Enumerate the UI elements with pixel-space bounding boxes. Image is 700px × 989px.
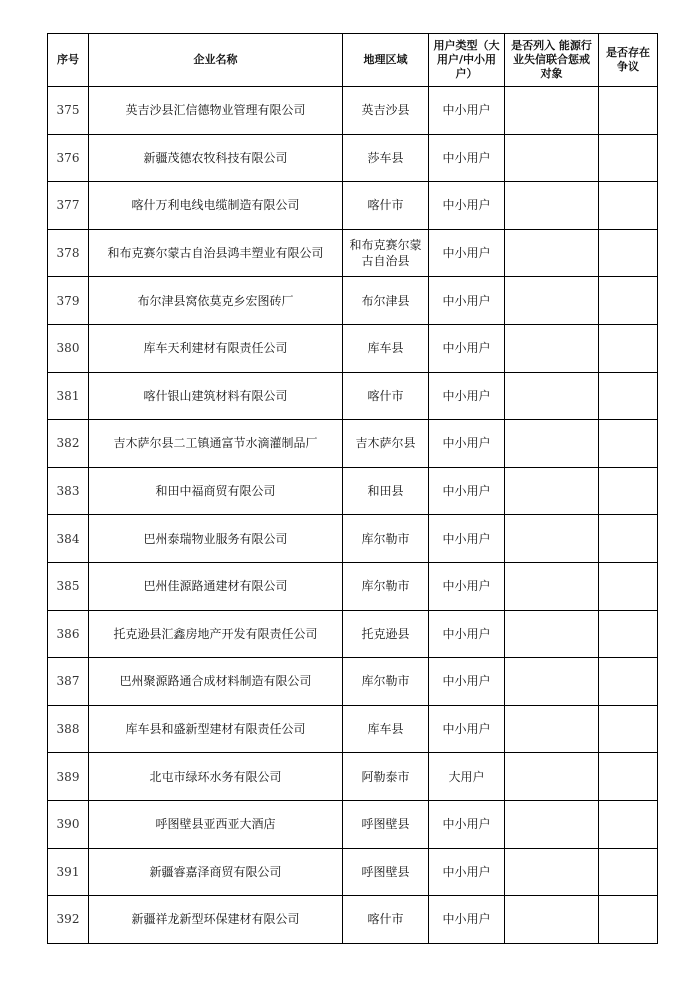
cell-company-name: 新疆睿嘉泽商贸有限公司: [89, 848, 343, 896]
table-row: [48, 420, 658, 468]
table-row: [48, 610, 658, 658]
cell-serial: 384: [48, 515, 89, 563]
cell-serial: 379: [48, 277, 89, 325]
cell-user-type: 中小用户: [429, 562, 505, 610]
cell-blacklisted: [505, 515, 599, 563]
cell-company-name: 英吉沙县汇信德物业管理有限公司: [89, 87, 343, 135]
cell-dispute: [599, 800, 658, 848]
cell-user-type: 中小用户: [429, 87, 505, 135]
cell-blacklisted: [505, 182, 599, 230]
cell-dispute: [599, 372, 658, 420]
cell-company-name: 巴州佳源路通建材有限公司: [89, 562, 343, 610]
table-row: [48, 800, 658, 848]
table-row: [48, 134, 658, 182]
cell-region: 库车县: [343, 705, 429, 753]
cell-serial: 387: [48, 658, 89, 706]
cell-dispute: [599, 896, 658, 944]
table-row: [48, 372, 658, 420]
cell-user-type: 中小用户: [429, 848, 505, 896]
cell-dispute: [599, 277, 658, 325]
enterprise-table: [47, 33, 658, 944]
cell-dispute: [599, 420, 658, 468]
cell-region: 托克逊县: [343, 610, 429, 658]
table-row: [48, 515, 658, 563]
cell-blacklisted: [505, 87, 599, 135]
cell-region: 喀什市: [343, 182, 429, 230]
cell-dispute: [599, 229, 658, 277]
cell-serial: 375: [48, 87, 89, 135]
cell-user-type: 中小用户: [429, 705, 505, 753]
cell-dispute: [599, 658, 658, 706]
cell-company-name: 布尔津县窝依莫克乡宏图砖厂: [89, 277, 343, 325]
cell-user-type: 中小用户: [429, 229, 505, 277]
cell-blacklisted: [505, 658, 599, 706]
cell-user-type: 中小用户: [429, 134, 505, 182]
cell-region: 喀什市: [343, 372, 429, 420]
header-dispute: 是否存在争议: [599, 34, 658, 87]
cell-serial: 389: [48, 753, 89, 801]
cell-user-type: 中小用户: [429, 324, 505, 372]
cell-serial: 391: [48, 848, 89, 896]
cell-user-type: 中小用户: [429, 182, 505, 230]
cell-user-type: 中小用户: [429, 896, 505, 944]
cell-user-type: 中小用户: [429, 610, 505, 658]
cell-region: 呼图壁县: [343, 848, 429, 896]
cell-region: 和布克赛尔蒙古自治县: [343, 229, 429, 277]
cell-blacklisted: [505, 324, 599, 372]
cell-serial: 388: [48, 705, 89, 753]
header-company-name: 企业名称: [89, 34, 343, 87]
cell-region: 库尔勒市: [343, 562, 429, 610]
cell-serial: 383: [48, 467, 89, 515]
cell-region: 库车县: [343, 324, 429, 372]
cell-blacklisted: [505, 277, 599, 325]
table-row: [48, 705, 658, 753]
cell-company-name: 和布克赛尔蒙古自治县鸿丰塑业有限公司: [89, 229, 343, 277]
header-region: 地理区域: [343, 34, 429, 87]
cell-blacklisted: [505, 229, 599, 277]
cell-company-name: 喀什银山建筑材料有限公司: [89, 372, 343, 420]
cell-blacklisted: [505, 134, 599, 182]
cell-user-type: 中小用户: [429, 277, 505, 325]
cell-dispute: [599, 467, 658, 515]
cell-region: 英吉沙县: [343, 87, 429, 135]
table-row: [48, 848, 658, 896]
cell-region: 莎车县: [343, 134, 429, 182]
cell-region: 库尔勒市: [343, 515, 429, 563]
cell-user-type: 大用户: [429, 753, 505, 801]
cell-serial: 377: [48, 182, 89, 230]
cell-dispute: [599, 562, 658, 610]
cell-user-type: 中小用户: [429, 515, 505, 563]
cell-company-name: 巴州聚源路通合成材料制造有限公司: [89, 658, 343, 706]
cell-company-name: 北屯市绿环水务有限公司: [89, 753, 343, 801]
table-row: [48, 87, 658, 135]
cell-blacklisted: [505, 562, 599, 610]
cell-user-type: 中小用户: [429, 800, 505, 848]
cell-region: 库尔勒市: [343, 658, 429, 706]
cell-serial: 381: [48, 372, 89, 420]
cell-user-type: 中小用户: [429, 420, 505, 468]
cell-company-name: 喀什万利电线电缆制造有限公司: [89, 182, 343, 230]
cell-serial: 386: [48, 610, 89, 658]
cell-company-name: 库车县和盛新型建材有限责任公司: [89, 705, 343, 753]
cell-user-type: 中小用户: [429, 467, 505, 515]
cell-dispute: [599, 753, 658, 801]
table-row: [48, 753, 658, 801]
cell-serial: 390: [48, 800, 89, 848]
cell-company-name: 新疆茂德农牧科技有限公司: [89, 134, 343, 182]
cell-company-name: 吉木萨尔县二工镇通富节水滴灌制品厂: [89, 420, 343, 468]
cell-region: 吉木萨尔县: [343, 420, 429, 468]
table-row: [48, 562, 658, 610]
header-row: [48, 34, 658, 87]
cell-dispute: [599, 610, 658, 658]
cell-dispute: [599, 324, 658, 372]
cell-dispute: [599, 182, 658, 230]
cell-serial: 385: [48, 562, 89, 610]
cell-blacklisted: [505, 800, 599, 848]
cell-region: 阿勒泰市: [343, 753, 429, 801]
cell-blacklisted: [505, 896, 599, 944]
header-serial: 序号: [48, 34, 89, 87]
cell-blacklisted: [505, 705, 599, 753]
cell-company-name: 新疆祥龙新型环保建材有限公司: [89, 896, 343, 944]
cell-company-name: 和田中福商贸有限公司: [89, 467, 343, 515]
cell-dispute: [599, 87, 658, 135]
cell-serial: 376: [48, 134, 89, 182]
cell-region: 布尔津县: [343, 277, 429, 325]
cell-dispute: [599, 134, 658, 182]
cell-serial: 382: [48, 420, 89, 468]
cell-dispute: [599, 515, 658, 563]
cell-blacklisted: [505, 467, 599, 515]
cell-blacklisted: [505, 848, 599, 896]
cell-blacklisted: [505, 420, 599, 468]
cell-blacklisted: [505, 372, 599, 420]
cell-region: 呼图壁县: [343, 800, 429, 848]
cell-user-type: 中小用户: [429, 372, 505, 420]
table-row: [48, 182, 658, 230]
cell-user-type: 中小用户: [429, 658, 505, 706]
cell-company-name: 库车天利建材有限责任公司: [89, 324, 343, 372]
cell-serial: 378: [48, 229, 89, 277]
cell-serial: 392: [48, 896, 89, 944]
table-row: [48, 467, 658, 515]
cell-blacklisted: [505, 610, 599, 658]
cell-dispute: [599, 705, 658, 753]
table-row: [48, 896, 658, 944]
cell-company-name: 托克逊县汇鑫房地产开发有限责任公司: [89, 610, 343, 658]
header-blacklisted: 是否列入 能源行业失信联合惩戒对象: [505, 34, 599, 87]
cell-region: 和田县: [343, 467, 429, 515]
cell-region: 喀什市: [343, 896, 429, 944]
header-user-type: 用户类型（大用户/中小用户）: [429, 34, 505, 87]
cell-blacklisted: [505, 753, 599, 801]
table-row: [48, 324, 658, 372]
cell-serial: 380: [48, 324, 89, 372]
table-row: [48, 229, 658, 277]
cell-company-name: 巴州泰瑞物业服务有限公司: [89, 515, 343, 563]
cell-company-name: 呼图壁县亚西亚大酒店: [89, 800, 343, 848]
table-row: [48, 277, 658, 325]
table-row: [48, 658, 658, 706]
cell-dispute: [599, 848, 658, 896]
